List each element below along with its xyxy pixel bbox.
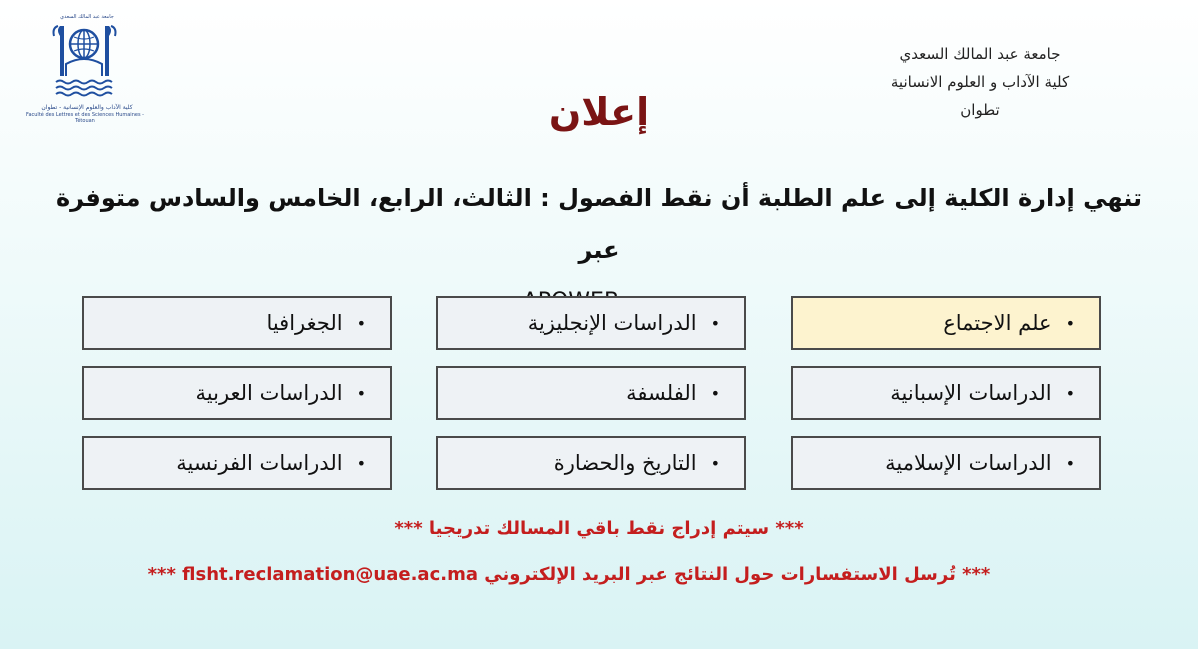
department-label: التاريخ والحضارة: [553, 451, 697, 475]
bullet-icon: •: [710, 453, 720, 473]
logo-arc-text: جامعة عبد المالك السعدي: [60, 14, 114, 20]
department-item: [791, 366, 1101, 420]
department-label: علم الاجتماع: [943, 311, 1052, 335]
bullet-icon: •: [710, 313, 720, 333]
logo-tagline-ar: كلية الآداب والعلوم الإنسانية - تطوان: [41, 104, 133, 111]
faculty-line: كلية الآداب و العلوم الانسانية: [890, 73, 1070, 91]
department-label: الدراسات الإسلامية: [885, 451, 1052, 475]
department-item: [791, 296, 1101, 350]
bullet-icon: •: [356, 453, 366, 473]
contact-note-suffix: ***: [147, 564, 176, 585]
university-line: جامعة عبد المالك السعدي: [899, 45, 1061, 63]
bullet-icon: •: [1065, 313, 1075, 333]
logo-tagline-fr: Faculté des Lettres et des Sciences Humaines - Tétouan: [26, 112, 144, 124]
department-item: [436, 366, 746, 420]
page-title: إعلان: [548, 90, 650, 134]
contact-note-text: *** تُرسل الاستفسارات حول النتائج عبر البريد الإلكتروني: [484, 564, 991, 585]
department-label: الدراسات الفرنسية: [176, 451, 343, 475]
progressive-release-note: *** سيتم إدراج نقط باقي المسالك تدريجيا ***: [394, 518, 804, 539]
bullet-icon: •: [356, 313, 366, 333]
department-label: الدراسات الإسبانية: [890, 381, 1052, 405]
bullet-icon: •: [710, 383, 720, 403]
contact-note: [100, 564, 1038, 585]
department-item: [82, 436, 392, 490]
bullet-icon: •: [1065, 383, 1075, 403]
departments-grid: [82, 296, 1104, 492]
department-item: [791, 436, 1101, 490]
department-label: الفلسفة: [626, 381, 697, 405]
department-item: [82, 296, 392, 350]
department-label: الجغرافيا: [266, 311, 343, 335]
department-item: [436, 296, 746, 350]
city-line: تطوان: [960, 101, 1000, 119]
bullet-icon: •: [1065, 453, 1075, 473]
department-label: الدراسات العربية: [195, 381, 343, 405]
department-item: [82, 366, 392, 420]
department-label: الدراسات الإنجليزية: [527, 311, 697, 335]
bullet-icon: •: [356, 383, 366, 403]
contact-email-link[interactable]: flsht.reclamation@uae.ac.ma: [182, 564, 478, 585]
department-item: [436, 436, 746, 490]
announcement-line-1: تنهي إدارة الكلية إلى علم الطلبة أن نقط الفصول : الثالث، الرابع، الخامس والسادس متوفرة عبر: [56, 184, 1142, 264]
